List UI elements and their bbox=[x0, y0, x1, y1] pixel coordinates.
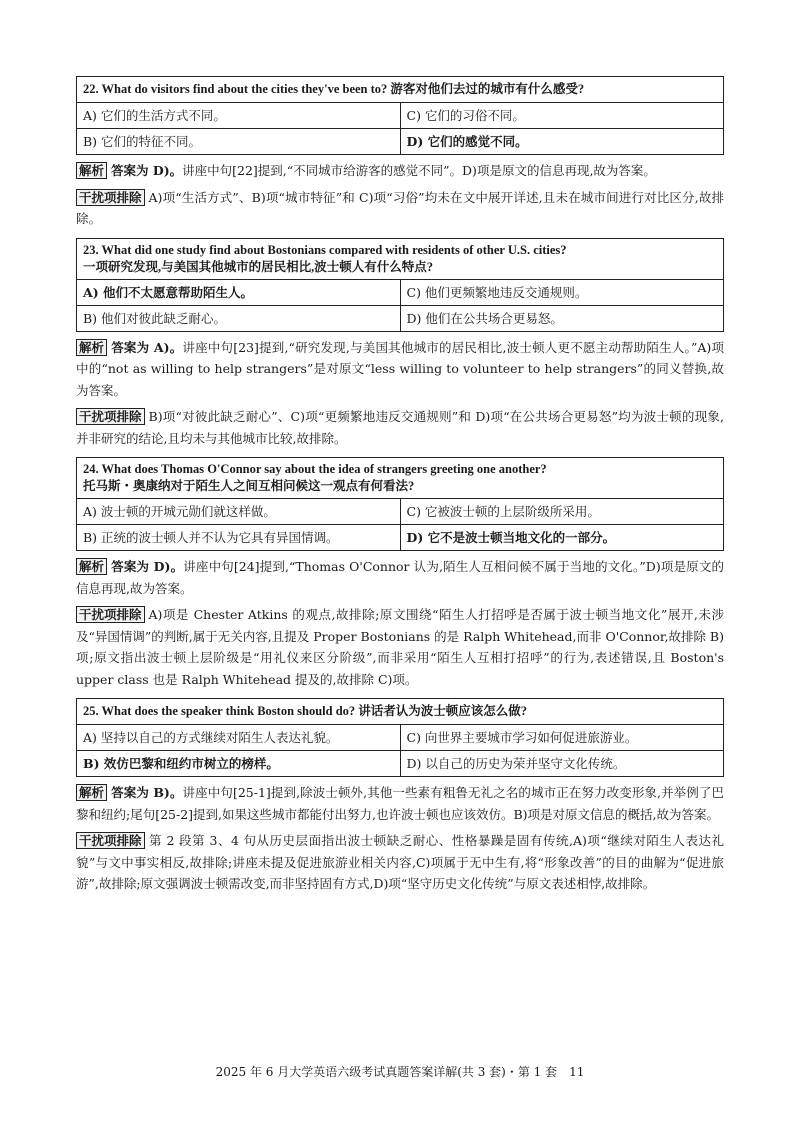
analysis-label: 解析 bbox=[76, 784, 107, 801]
distractor-label: 干扰项排除 bbox=[76, 832, 145, 849]
distractor-paragraph bbox=[76, 830, 724, 895]
question-25 bbox=[76, 698, 724, 895]
question-stem: 23. What did one study find about Bostonians compared with residents of other U.S. cities? bbox=[83, 242, 567, 257]
analysis-text: 讲座中句[23]提到,“研究发现,与美国其他城市的居民相比,波士顿人更不愿主动帮助陌生人。”A)项中的“not as willing to help strangers”是对原文“less willing to volunteer to help strangers”的同义替换,故为答案。 bbox=[76, 339, 724, 398]
distractor-text: 第 2 段第 3、4 句从历史层面指出波士顿缺乏耐心、性格暴躁是固有传统,A)项“继续对陌生人表达礼貌”与文中事实相反,故排除;讲座未提及促进旅游业相关内容,C)项属于无中生有,将“形象改善”的目的曲解为“促进旅游”,故排除;原文强调波士顿需改变,而非坚持固有方式,D)项“坚守历史文化传统”与原文表述相悖,故排除。 bbox=[76, 833, 724, 891]
distractor-paragraph bbox=[76, 187, 724, 230]
option-a-correct: A) 他们不太愿意帮助陌生人。 bbox=[77, 279, 401, 305]
option-d-correct: D) 它不是波士顿当地文化的一部分。 bbox=[400, 525, 724, 551]
analysis-paragraph bbox=[76, 160, 724, 182]
analysis-paragraph bbox=[76, 337, 724, 402]
option-d: D) 以自己的历史为荣并坚守文化传统。 bbox=[400, 751, 724, 777]
distractor-paragraph bbox=[76, 406, 724, 449]
question-table bbox=[76, 457, 724, 551]
question-23 bbox=[76, 238, 724, 450]
question-stem-cn: 托马斯・奥康纳对于陌生人之间互相问候这一观点有何看法? bbox=[83, 479, 415, 493]
answer-lead: 答案为 A)。 bbox=[111, 339, 183, 355]
question-table bbox=[76, 698, 724, 777]
distractor-label: 干扰项排除 bbox=[76, 606, 145, 623]
option-a: A) 坚持以自己的方式继续对陌生人表达礼貌。 bbox=[77, 725, 401, 751]
option-b-correct: B) 效仿巴黎和纽约市树立的榜样。 bbox=[77, 751, 401, 777]
question-table bbox=[76, 76, 724, 155]
answer-lead: 答案为 B)。 bbox=[111, 785, 183, 800]
answer-page bbox=[76, 76, 724, 903]
distractor-text: A)项“生活方式”、B)项“城市特征”和 C)项“习俗”均未在文中展开详述,且未在城市间进行对比区分,故排除。 bbox=[76, 189, 724, 226]
analysis-text: 讲座中句[25-1]提到,除波士顿外,其他一些素有粗鲁无礼之名的城市正在努力改变形象,并举例了巴黎和纽约;尾句[25-2]提到,如果这些城市都能付出努力,也许波士顿也应该效仿。B)项是对原文信息的概括,故为答案。 bbox=[76, 785, 724, 822]
question-stem: 22. What do visitors find about the cities they've been to? 游客对他们去过的城市有什么感受? bbox=[77, 77, 724, 103]
analysis-paragraph bbox=[76, 782, 724, 825]
question-stem-cell bbox=[77, 238, 724, 279]
question-stem: 25. What does the speaker think Boston should do? 讲话者认为波士顿应该怎么做? bbox=[77, 699, 724, 725]
question-24 bbox=[76, 457, 724, 690]
option-c: C) 它们的习俗不同。 bbox=[400, 103, 724, 129]
option-b: B) 他们对彼此缺乏耐心。 bbox=[77, 305, 401, 331]
distractor-text: A)项是 Chester Atkins 的观点,故排除;原文围绕“陌生人打招呼是否属于波士顿当地文化”展开,未涉及“异国情调”的判断,属于无关内容,且提及 Proper Bostonians 的是 Ralph Whitehead,而非 O'Connor,故排除 B)项;原文指出波士顿上层阶级是“用礼仪来区分阶级”,而非采用“陌生人互相打招呼”的行为,表述错误,且 Boston's upper class 也是 Ralph Whitehead 提及的,故排除 C)项。 bbox=[76, 607, 724, 687]
option-c: C) 向世界主要城市学习如何促进旅游业。 bbox=[400, 725, 724, 751]
option-a: A) 它们的生活方式不同。 bbox=[77, 103, 401, 129]
page-footer: 2025 年 6 月大学英语六级考试真题答案详解(共 3 套)・第 1 套 11 bbox=[215, 1065, 585, 1079]
option-c: C) 它被波士顿的上层阶级所采用。 bbox=[400, 499, 724, 525]
distractor-text: B)项“对彼此缺乏耐心”、C)项“更频繁地违反交通规则”和 D)项“在公共场合更易怒”均为波士顿的现象,并非研究的结论,且均未与其他城市比较,故排除。 bbox=[76, 409, 724, 446]
question-table bbox=[76, 238, 724, 332]
answer-lead: 答案为 D)。 bbox=[111, 559, 184, 574]
analysis-text: 讲座中句[24]提到,“Thomas O'Connor 认为,陌生人互相问候不属于当地的文化。”D)项是原文的信息再现,故为答案。 bbox=[76, 559, 725, 596]
analysis-label: 解析 bbox=[76, 339, 107, 356]
distractor-paragraph bbox=[76, 604, 724, 690]
option-b: B) 正统的波士顿人并不认为它具有异国情调。 bbox=[77, 525, 401, 551]
question-stem: 24. What does Thomas O'Connor say about the idea of strangers greeting one another? bbox=[83, 462, 547, 476]
question-22 bbox=[76, 76, 724, 230]
option-d-correct: D) 它们的感觉不同。 bbox=[400, 129, 724, 155]
question-stem-cn: 一项研究发现,与美国其他城市的居民相比,波士顿人有什么特点? bbox=[83, 259, 434, 274]
option-c: C) 他们更频繁地违反交通规则。 bbox=[400, 279, 724, 305]
option-b: B) 它们的特征不同。 bbox=[77, 129, 401, 155]
option-a: A) 波士顿的开城元勋们就这样做。 bbox=[77, 499, 401, 525]
answer-lead: 答案为 D)。 bbox=[111, 163, 183, 178]
analysis-label: 解析 bbox=[76, 558, 107, 575]
analysis-paragraph bbox=[76, 556, 724, 599]
analysis-text: 讲座中句[22]提到,“不同城市给游客的感觉不同”。D)项是原文的信息再现,故为答案。 bbox=[182, 163, 656, 178]
analysis-label: 解析 bbox=[76, 162, 107, 179]
question-stem-cell bbox=[77, 458, 724, 499]
distractor-label: 干扰项排除 bbox=[76, 189, 145, 206]
distractor-label: 干扰项排除 bbox=[76, 408, 145, 425]
option-d: D) 他们在公共场合更易怒。 bbox=[400, 305, 724, 331]
